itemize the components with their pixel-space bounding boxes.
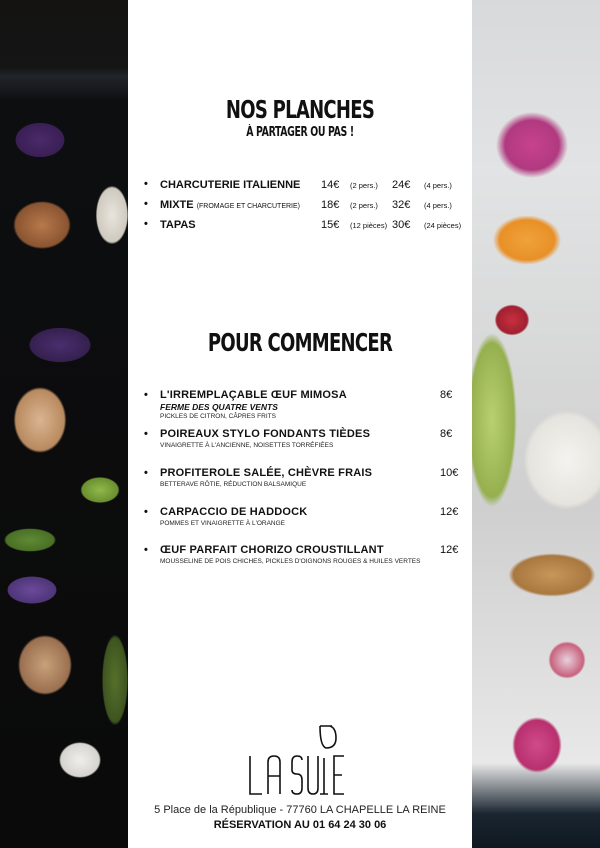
qty-large: (4 pers.) — [424, 201, 452, 210]
bullet-icon: • — [144, 178, 148, 190]
qty-large: (24 pièces) — [424, 221, 462, 230]
left-food-photo — [0, 0, 128, 848]
bullet-icon: • — [144, 218, 148, 230]
starters-list — [144, 389, 474, 582]
item-name: PROFITEROLE SALÉE, CHÈVRE FRAIS — [160, 467, 373, 479]
item-name: TAPAS — [160, 219, 196, 231]
section-title-planches: NOS PLANCHES — [225, 95, 375, 124]
reservation-phone: RÉSERVATION AU 01 64 24 30 06 — [213, 819, 387, 831]
item-description: VINAIGRETTE À L'ANCIENNE, NOISETTES TORRÉFIÉES — [160, 442, 334, 449]
item-name: ŒUF PARFAIT CHORIZO CROUSTILLANT — [160, 544, 384, 556]
qty-large: (4 pers.) — [424, 181, 452, 190]
price-small: 15€ — [321, 219, 340, 231]
list-item — [144, 218, 474, 238]
item-description: POMMES ET VINAIGRETTE À L'ORANGE — [160, 520, 286, 527]
bullet-icon: • — [144, 428, 148, 440]
list-item — [144, 198, 474, 218]
item-description: PICKLES DE CITRON, CÂPRES FRITS — [160, 413, 276, 420]
address: 5 Place de la République - 77760 LA CHAPELLE LA REINE — [154, 804, 446, 816]
qty-small: (2 pers.) — [350, 201, 378, 210]
item-subtitle: FERME DES QUATRE VENTS — [160, 402, 278, 412]
list-item — [144, 544, 474, 582]
item-price: 8€ — [440, 428, 453, 440]
item-name: MIXTE (FROMAGE ET CHARCUTERIE) — [160, 199, 301, 211]
qty-small: (12 pièces) — [350, 221, 388, 230]
bullet-icon: • — [144, 198, 148, 210]
right-food-photo — [472, 0, 600, 848]
item-name: CARPACCIO DE HADDOCK — [160, 506, 308, 518]
item-name: POIREAUX STYLO FONDANTS TIÈDES — [160, 428, 371, 440]
price-small: 18€ — [321, 199, 340, 211]
qty-small: (2 pers.) — [350, 181, 378, 190]
section-title-starters: POUR COMMENCER — [207, 328, 393, 357]
item-price: 12€ — [440, 544, 459, 556]
item-description: MOUSSELINE DE POIS CHICHES, PICKLES D'OIGNONS ROUGES & HUILES VERTES — [160, 558, 421, 565]
list-item — [144, 506, 474, 544]
item-price: 12€ — [440, 506, 459, 518]
price-small: 14€ — [321, 179, 340, 191]
item-description: BETTERAVE RÔTIE, RÉDUCTION BALSAMIQUE — [160, 481, 307, 488]
item-name: L'IRREMPLAÇABLE ŒUF MIMOSA — [160, 389, 347, 401]
la-suite-logo — [248, 724, 352, 796]
list-item — [144, 389, 474, 428]
menu-page — [128, 0, 472, 848]
bullet-icon: • — [144, 389, 148, 401]
price-large: 30€ — [392, 219, 411, 231]
planches-list — [144, 178, 474, 238]
list-item — [144, 178, 474, 198]
item-name: CHARCUTERIE ITALIENNE — [160, 179, 301, 191]
section-subtitle-planches: À PARTAGER OU PAS ! — [246, 125, 354, 140]
bullet-icon: • — [144, 506, 148, 518]
item-price: 8€ — [440, 389, 453, 401]
price-large: 24€ — [392, 179, 411, 191]
list-item — [144, 467, 474, 506]
item-price: 10€ — [440, 467, 459, 479]
bullet-icon: • — [144, 544, 148, 556]
bullet-icon: • — [144, 467, 148, 479]
price-large: 32€ — [392, 199, 411, 211]
list-item — [144, 428, 474, 467]
